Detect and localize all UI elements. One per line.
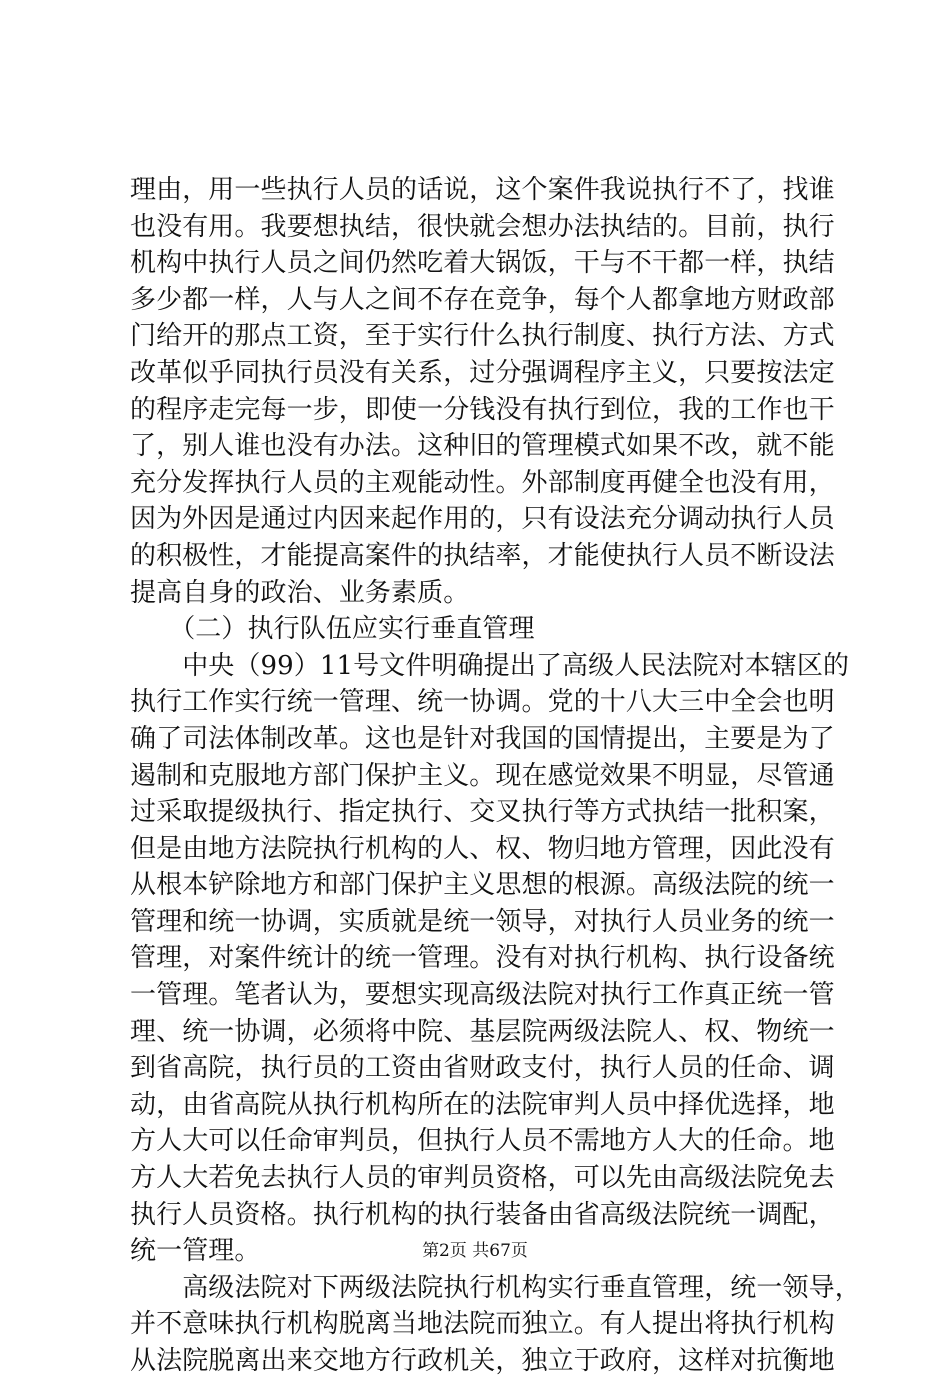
section-heading: （二）执行队伍应实行垂直管理 (130, 614, 535, 645)
text-line: 的积极性，才能提高案件的执结率，才能使执行人员不断设法 (130, 540, 835, 571)
text-line: 理、统一协调，必须将中院、基层院两级法院人、权、物统一 (130, 1016, 835, 1047)
text-line: 了，别人谁也没有办法。这种旧的管理模式如果不改，就不能 (130, 431, 835, 462)
page-number: 第2页 共67页 (422, 1241, 528, 1261)
text-line: 多少都一样，人与人之间不存在竞争，每个人都拿地方财政部 (130, 284, 835, 315)
text-line: 到省高院，执行员的工资由省财政支付，执行人员的任命、调 (130, 1053, 835, 1084)
text-line: 并不意味执行机构脱离当地法院而独立。有人提出将执行机构 (130, 1309, 835, 1340)
text-line: 方人大若免去执行人员的审判员资格，可以先由高级法院免去 (130, 1163, 835, 1194)
text-line: 的程序走完每一步，即使一分钱没有执行到位，我的工作也干 (130, 394, 835, 425)
text-line: 改革似乎同执行员没有关系，过分强调程序主义，只要按法定 (130, 357, 835, 388)
text-line: 一管理。笔者认为，要想实现高级法院对执行工作真正统一管 (130, 980, 835, 1011)
text-line: 管理，对案件统计的统一管理。没有对执行机构、执行设备统 (130, 943, 835, 974)
page-footer (0, 1240, 950, 1262)
text-line: 中央（99）11号文件明确提出了高级人民法院对本辖区的 (130, 650, 850, 681)
text-line: 确了司法体制改革。这也是针对我国的国情提出，主要是为了 (130, 723, 835, 754)
text-line: 充分发挥执行人员的主观能动性。外部制度再健全也没有用， (130, 467, 835, 498)
text-line: 从法院脱离出来交地方行政机关，独立于政府，这样对抗衡地 (130, 1346, 835, 1376)
text-line: 遏制和克服地方部门保护主义。现在感觉效果不明显，尽管通 (130, 760, 835, 791)
text-line: 统一管理。 (130, 1236, 261, 1267)
text-line: 执行人员资格。执行机构的执行装备由省高级法院统一调配， (130, 1199, 835, 1230)
text-line: 方人大可以任命审判员，但执行人员不需地方人大的任命。地 (130, 1126, 835, 1157)
text-line: 高级法院对下两级法院执行机构实行垂直管理，统一领导， (130, 1272, 861, 1303)
text-line: 过采取提级执行、指定执行、交叉执行等方式执结一批积案， (130, 797, 835, 828)
text-line: 也没有用。我要想执结，很快就会想办法执结的。目前，执行 (130, 211, 835, 242)
text-line: 但是由地方法院执行机构的人、权、物归地方管理，因此没有 (130, 833, 835, 864)
text-line: 机构中执行人员之间仍然吃着大锅饭，干与不干都一样，执结 (130, 248, 835, 279)
text-line: 理由，用一些执行人员的话说，这个案件我说执行不了，找谁 (130, 175, 835, 205)
text-line: 执行工作实行统一管理、统一协调。党的十八大三中全会也明 (130, 687, 835, 718)
document-body (130, 172, 861, 1380)
text-line: 因为外因是通过内因来起作用的，只有设法充分调动执行人员 (130, 504, 835, 535)
text-line: 提高自身的政治、业务素质。 (130, 577, 470, 608)
text-line: 管理和统一协调，实质就是统一领导，对执行人员业务的统一 (130, 906, 835, 937)
text-line: 动，由省高院从执行机构所在的法院审判人员中择优选择，地 (130, 1089, 835, 1120)
text-line: 门给开的那点工资，至于实行什么执行制度、执行方法、方式 (130, 321, 835, 352)
text-line: 从根本铲除地方和部门保护主义思想的根源。高级法院的统一 (130, 870, 835, 901)
